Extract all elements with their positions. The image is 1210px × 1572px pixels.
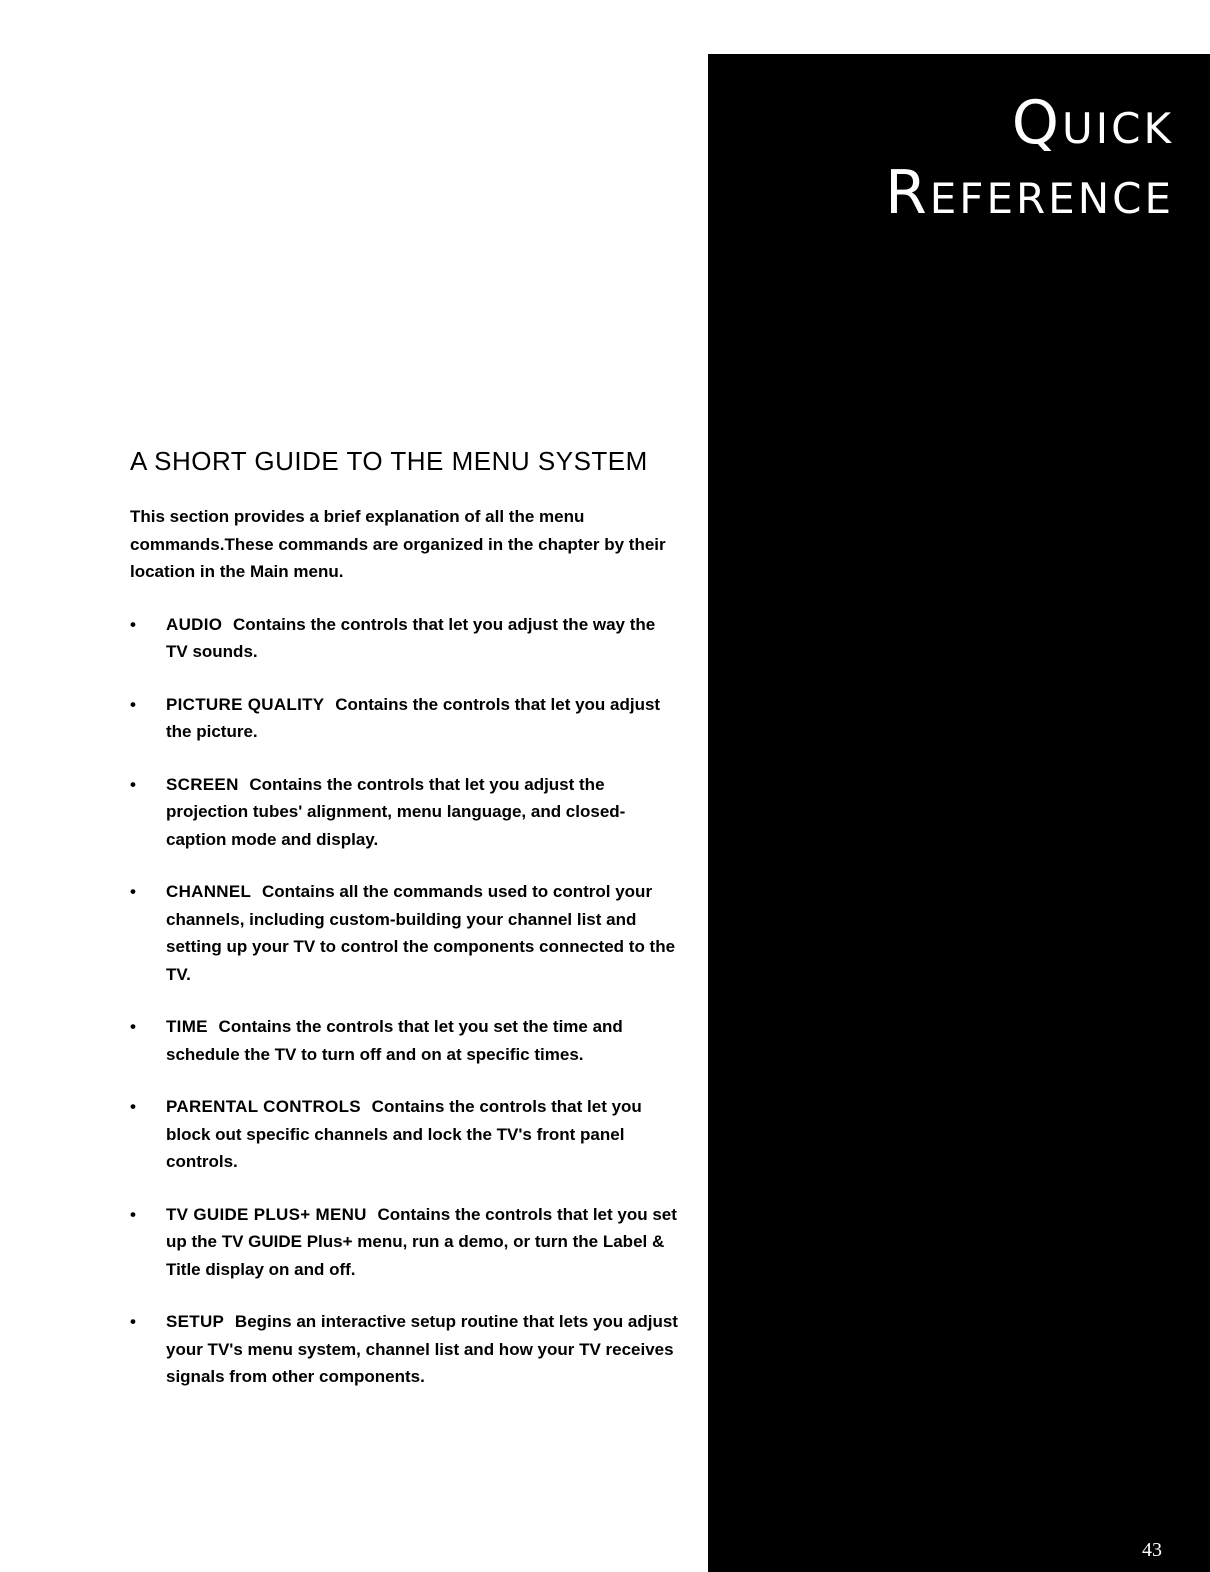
list-item-parental-controls <box>130 1093 680 1176</box>
list-item-channel <box>130 878 680 988</box>
page-number: 43 <box>1142 1539 1162 1561</box>
item-description: Contains the controls that let you adjust the picture. <box>166 694 661 741</box>
list-item-setup <box>130 1308 680 1391</box>
list-item-audio <box>130 611 680 666</box>
list-item-time <box>130 1013 680 1068</box>
chapter-side-panel <box>708 54 1210 1572</box>
item-term: AUDIO <box>166 614 223 634</box>
item-description: Contains the controls that let you adjust the way the TV sounds. <box>166 614 656 661</box>
bullet-icon: • <box>130 882 136 901</box>
menu-command-list <box>130 611 680 1391</box>
item-description: Contains the controls that let you block out specific channels and lock the TV's front panel controls. <box>166 1097 642 1171</box>
bullet-icon: • <box>130 1204 136 1224</box>
item-description: Contains the controls that let you set up the TV GUIDE Plus+ menu, run a demo, or turn the Label & Title display on and off. <box>166 1204 677 1279</box>
item-description: Contains the controls that let you set the time and schedule the TV to turn off and on at specific times. <box>166 1017 623 1064</box>
chapter-title-line-1: Quick <box>1011 88 1174 158</box>
list-item-tv-guide-plus-menu <box>130 1201 680 1284</box>
item-term: SETUP <box>166 1312 225 1331</box>
item-description: Begins an interactive setup routine that lets you adjust your TV's menu system, channel list and how your TV receives signals from other components. <box>166 1312 678 1386</box>
bullet-icon: • <box>130 774 136 794</box>
bullet-icon: • <box>130 694 136 714</box>
bullet-icon: • <box>130 614 136 634</box>
item-term: PICTURE QUALITY <box>166 694 325 714</box>
item-term: PARENTAL CONTROLS <box>166 1097 361 1116</box>
item-description: Contains all the commands used to control your channels, including custom-building your channel list and setting up your TV to control the components connected to the TV. <box>166 882 676 984</box>
list-item-picture-quality <box>130 691 680 746</box>
bullet-icon: • <box>130 1097 136 1116</box>
bullet-icon: • <box>130 1312 136 1331</box>
item-term: TV GUIDE PLUS+ MENU <box>166 1204 367 1224</box>
item-description: Contains the controls that let you adjust the projection tubes' alignment, menu language, and closed-caption mode and display. <box>166 774 626 849</box>
item-term: SCREEN <box>166 774 239 794</box>
intro-paragraph: This section provides a brief explanation of all the menu commands.These commands are organized in the chapter by their location in the Main menu. <box>130 507 666 581</box>
item-term: CHANNEL <box>166 882 252 901</box>
list-item-screen <box>130 771 680 854</box>
chapter-title-line-2: Reference <box>885 158 1174 228</box>
main-content <box>130 446 680 1416</box>
section-heading: A SHORT GUIDE TO THE MENU SYSTEM <box>130 446 648 476</box>
bullet-icon: • <box>130 1017 136 1036</box>
item-term: TIME <box>166 1017 208 1036</box>
chapter-title <box>885 88 1174 228</box>
